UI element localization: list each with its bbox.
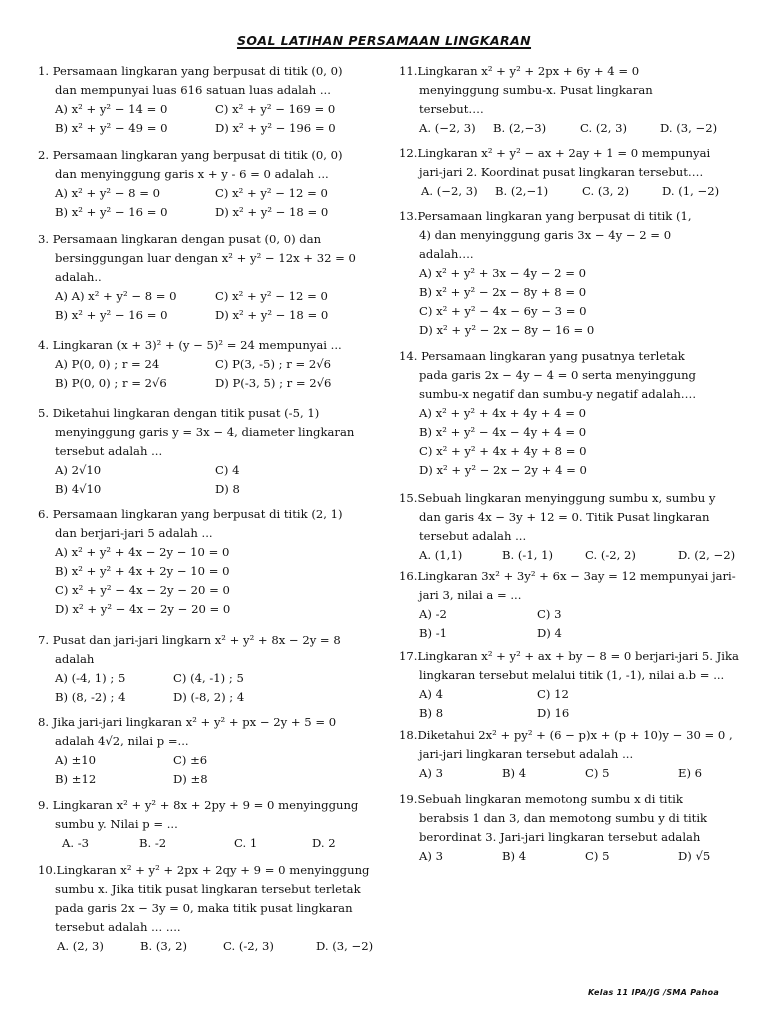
- option-c: C) 3: [537, 607, 562, 621]
- question-19: [399, 790, 758, 866]
- question-stem: 4) dan menyinggung garis 3x − 4y − 2 = 0: [419, 228, 672, 242]
- question-stem: 10.Lingkaran x² + y² + 2px + 2qy + 9 = 0 menyinggung: [38, 863, 370, 877]
- option-c: C) 5: [585, 849, 610, 863]
- option-a: A) (-4, 1) ; 5: [55, 671, 126, 685]
- question-14: [399, 347, 696, 480]
- option-e: E) 6: [678, 766, 703, 780]
- footer-class-label: Kelas 11 IPA/JG /SMA Pahoa: [588, 988, 720, 997]
- option-b: B. (2,−3): [493, 121, 547, 135]
- option-a: A) P(0, 0) ; r = 24: [55, 357, 160, 371]
- option-b: B) 4√10: [55, 482, 102, 496]
- question-8: [38, 713, 336, 789]
- option-c: C. 1: [234, 836, 258, 850]
- question-stem: 15.Sebuah lingkaran menyinggung sumbu x, sumbu y: [399, 491, 716, 505]
- question-stem: adalah: [55, 652, 95, 666]
- option-b: B) x² + y² − 2x − 8y + 8 = 0: [419, 285, 587, 299]
- question-stem: 3. Persamaan lingkaran dengan pusat (0, 0) dan: [38, 232, 322, 246]
- option-a: A) ±10: [55, 753, 97, 767]
- option-b: B) x² + y² − 49 = 0: [55, 121, 168, 135]
- question-3: [38, 230, 375, 325]
- option-a: A. (−2, 3): [421, 184, 478, 198]
- question-stem: 13.Persamaan lingkaran yang berpusat di titik (1,: [399, 209, 692, 223]
- option-c: C) x² + y² − 169 = 0: [215, 102, 336, 116]
- question-5: [38, 404, 375, 499]
- option-d: D) x² + y² − 2x − 2y + 4 = 0: [419, 463, 587, 477]
- question-stem: 17.Lingkaran x² + y² + ax + by − 8 = 0 berjari-jari 5. Jika: [399, 649, 739, 663]
- option-c: C) x² + y² − 12 = 0: [215, 186, 328, 200]
- question-stem: jari 3, nilai a = ...: [419, 588, 522, 602]
- option-a: A. -3: [62, 836, 90, 850]
- question-stem: 7. Pusat dan jari-jari lingkarn x² + y² + 8x − 2y = 8: [38, 633, 341, 647]
- option-d: D. 2: [312, 836, 336, 850]
- option-b: B. (-1, 1): [502, 548, 553, 562]
- option-d: D) x² + y² − 196 = 0: [215, 121, 336, 135]
- option-c: C) ±6: [173, 753, 208, 767]
- option-b: B) x² + y² − 4x − 4y + 4 = 0: [419, 425, 587, 439]
- option-d: D) 16: [537, 706, 570, 720]
- question-stem: menyinggung sumbu-x. Pusat lingkaran: [419, 83, 653, 97]
- option-d: D) x² + y² − 4x − 2y − 20 = 0: [55, 602, 231, 616]
- option-c: C) x² + y² − 12 = 0: [215, 289, 328, 303]
- question-stem: sumbu x. Jika titik pusat lingkaran tersebut terletak: [55, 882, 361, 896]
- question-2: [38, 146, 375, 222]
- question-stem: pada garis 2x − 3y = 0, maka titik pusat lingkaran: [55, 901, 353, 915]
- question-12: [399, 144, 732, 201]
- option-b: B) 8: [419, 706, 444, 720]
- option-c: C) P(3, -5) ; r = 2√6: [215, 357, 332, 371]
- question-stem: 9. Lingkaran x² + y² + 8x + 2py + 9 = 0 menyinggung: [38, 798, 359, 812]
- question-10: [38, 861, 396, 956]
- question-stem: tersebut adalah ...: [419, 529, 527, 543]
- option-b: B. (2,−1): [495, 184, 549, 198]
- question-stem: jari-jari lingkaran tersebut adalah ...: [419, 747, 634, 761]
- option-d: D. (1, −2): [662, 184, 720, 198]
- question-stem: 1. Persamaan lingkaran yang berpusat di titik (0, 0): [38, 64, 343, 78]
- question-stem: menyinggung garis y = 3x − 4, diameter lingkaran: [55, 425, 355, 439]
- option-b: B. (3, 2): [140, 939, 188, 953]
- page-title: SOAL LATIHAN PERSAMAAN LINGKARAN: [236, 33, 532, 48]
- question-stem: jari-jari 2. Koordinat pusat lingkaran tersebut….: [419, 165, 704, 179]
- option-d: D) x² + y² − 2x − 8y − 16 = 0: [419, 323, 595, 337]
- question-stem: bersinggungan luar dengan x² + y² − 12x + 32 = 0: [55, 251, 356, 265]
- option-d: D) 8: [215, 482, 240, 496]
- option-a: A. (−2, 3): [419, 121, 476, 135]
- question-stem: 2. Persamaan lingkaran yang berpusat di titik (0, 0): [38, 148, 343, 162]
- question-stem: pada garis 2x − 4y − 4 = 0 serta menyinggung: [419, 368, 696, 382]
- option-c: C) 5: [585, 766, 610, 780]
- option-a: A) 2√10: [55, 463, 102, 477]
- option-c: C. (-2, 2): [585, 548, 636, 562]
- question-stem: 8. Jika jari-jari lingkaran x² + y² + px − 2y + 5 = 0: [38, 715, 337, 729]
- option-a: A. (1,1): [419, 548, 463, 562]
- option-d: D) √5: [678, 849, 711, 863]
- option-c: C. (2, 3): [580, 121, 627, 135]
- question-7: [38, 631, 341, 707]
- option-b: B. -2: [139, 836, 167, 850]
- option-c: C) 4: [215, 463, 240, 477]
- option-d: D) P(-3, 5) ; r = 2√6: [215, 376, 332, 390]
- question-stem: 4. Lingkaran (x + 3)² + (y − 5)² = 24 mempunyai ...: [38, 338, 342, 352]
- option-d: D. (2, −2): [678, 548, 736, 562]
- option-a: A) x² + y² − 14 = 0: [55, 102, 168, 116]
- option-a: A) 3: [419, 766, 443, 780]
- option-b: B) x² + y² − 16 = 0: [55, 205, 168, 219]
- question-stem: tersebut….: [419, 102, 484, 116]
- question-16: [399, 567, 736, 643]
- question-stem: 18.Diketahui 2x² + py² + (6 − p)x + (p + 10)y − 30 = 0 ,: [399, 728, 733, 742]
- question-stem: tersebut adalah ...: [55, 444, 163, 458]
- option-b: B) 4: [502, 849, 527, 863]
- question-stem: dan menyinggung garis x + y - 6 = 0 adalah ...: [55, 167, 329, 181]
- question-stem: adalah 4√2, nilai p =...: [55, 734, 189, 748]
- question-stem: 14. Persamaan lingkaran yang pusatnya terletak: [399, 349, 685, 363]
- option-a: A) x² + y² + 4x + 4y + 4 = 0: [419, 406, 586, 420]
- question-17: [399, 647, 739, 723]
- question-4: [38, 336, 375, 393]
- option-d: D. (3, −2): [316, 939, 374, 953]
- option-a: A) -2: [419, 607, 447, 621]
- question-stem: dan berjari-jari 5 adalah ...: [55, 526, 213, 540]
- question-stem: adalah….: [419, 247, 474, 261]
- option-b: B) -1: [419, 626, 448, 640]
- question-stem: 11.Lingkaran x² + y² + 2px + 6y + 4 = 0: [399, 64, 640, 78]
- option-c: C) 12: [537, 687, 569, 701]
- question-15: [399, 489, 758, 565]
- question-stem: sumbu-x negatif dan sumbu-y negatif adalah….: [419, 387, 696, 401]
- question-stem: 12.Lingkaran x² + y² − ax + 2ay + 1 = 0 mempunyai: [399, 146, 711, 160]
- option-c: C) x² + y² + 4x + 4y + 8 = 0: [419, 444, 587, 458]
- option-a: A) x² + y² − 8 = 0: [55, 186, 160, 200]
- option-c: C) x² + y² − 4x − 6y − 3 = 0: [419, 304, 587, 318]
- question-stem: berordinat 3. Jari-jari lingkaran tersebut adalah: [419, 830, 701, 844]
- option-a: A) A) x² + y² − 8 = 0: [55, 289, 177, 303]
- question-stem: 5. Diketahui lingkaran dengan titik pusat (-5, 1): [38, 406, 320, 420]
- question-stem: dan mempunyai luas 616 satuan luas adalah ...: [55, 83, 331, 97]
- option-a: A) x² + y² + 4x − 2y − 10 = 0: [55, 545, 230, 559]
- question-13: [399, 207, 692, 340]
- option-b: B) P(0, 0) ; r = 2√6: [55, 376, 167, 390]
- option-b: B) (8, -2) ; 4: [55, 690, 126, 704]
- option-b: B) ±12: [55, 772, 97, 786]
- question-9: [38, 796, 382, 853]
- option-a: A) 3: [419, 849, 443, 863]
- option-c: C. (-2, 3): [223, 939, 274, 953]
- option-b: B) 4: [502, 766, 527, 780]
- option-c: C) (4, -1) ; 5: [173, 671, 244, 685]
- question-stem: sumbu y. Nilai p = ...: [55, 817, 178, 831]
- option-d: D. (3, −2): [660, 121, 718, 135]
- option-d: D) ±8: [173, 772, 208, 786]
- question-stem: 19.Sebuah lingkaran memotong sumbu x di titik: [399, 792, 683, 806]
- option-a: A. (2, 3): [57, 939, 104, 953]
- question-stem: lingkaran tersebut melalui titik (1, -1), nilai a.b = ...: [419, 668, 725, 682]
- question-stem: dan garis 4x − 3y + 12 = 0. Titik Pusat lingkaran: [419, 510, 710, 524]
- option-c: C) x² + y² − 4x − 2y − 20 = 0: [55, 583, 230, 597]
- option-c: C. (3, 2): [582, 184, 629, 198]
- option-d: D) x² + y² − 18 = 0: [215, 205, 329, 219]
- question-11: [399, 62, 730, 138]
- option-b: B) x² + y² + 4x + 2y − 10 = 0: [55, 564, 230, 578]
- option-d: D) x² + y² − 18 = 0: [215, 308, 329, 322]
- question-1: [38, 62, 375, 138]
- option-a: A) 4: [419, 687, 443, 701]
- question-stem: berabsis 1 dan 3, dan memotong sumbu y di titik: [419, 811, 708, 825]
- option-a: A) x² + y² + 3x − 4y − 2 = 0: [419, 266, 586, 280]
- question-6: [38, 505, 343, 619]
- question-18: [399, 726, 758, 783]
- option-d: D) (-8, 2) ; 4: [173, 690, 245, 704]
- option-b: B) x² + y² − 16 = 0: [55, 308, 168, 322]
- question-stem: 16.Lingkaran 3x² + 3y² + 6x − 3ay = 12 mempunyai jari-: [399, 569, 736, 583]
- question-stem: adalah..: [55, 270, 102, 284]
- question-stem: 6. Persamaan lingkaran yang berpusat di titik (2, 1): [38, 507, 343, 521]
- option-d: D) 4: [537, 626, 562, 640]
- question-stem: tersebut adalah ... ....: [55, 920, 181, 934]
